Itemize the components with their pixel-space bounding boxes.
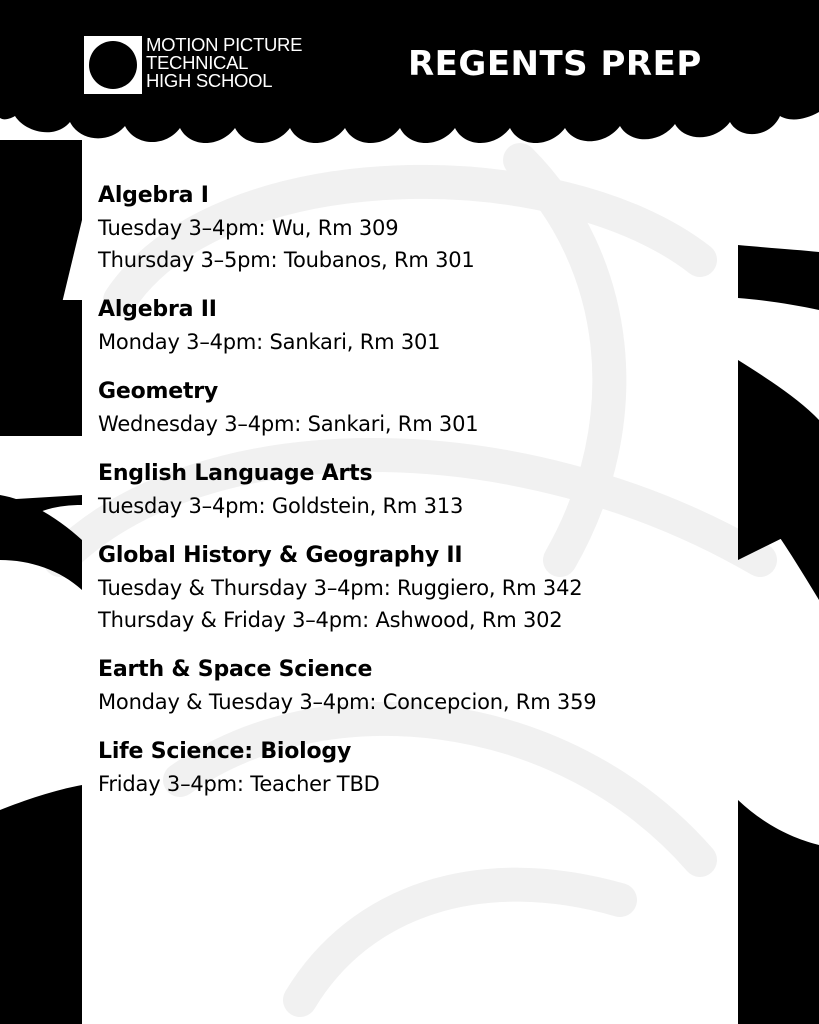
session-line: Friday 3–4pm: Teacher TBD [98,772,380,796]
page-title: REGENTS PREP [408,44,702,84]
subject-section [98,180,738,276]
subject-section [98,736,738,800]
school-name-line: TECHNICAL [146,52,249,73]
session-line: Monday 3–4pm: Sankari, Rm 301 [98,330,441,354]
subject-title: Life Science: Biology [98,739,352,764]
session-line: Tuesday 3–4pm: Wu, Rm 309 [98,216,399,240]
school-logo [84,36,302,94]
subject-title: Global History & Geography II [98,543,463,568]
subject-section [98,458,738,522]
school-name-line: HIGH SCHOOL [146,70,273,91]
subject-title: English Language Arts [98,461,373,486]
session-line: Monday & Tuesday 3–4pm: Concepcion, Rm 359 [98,690,597,714]
subject-title: Algebra I [98,183,209,208]
session-line: Tuesday 3–4pm: Goldstein, Rm 313 [98,494,464,518]
session-line: Tuesday & Thursday 3–4pm: Ruggiero, Rm 342 [98,576,583,600]
subject-section [98,294,738,358]
school-name [146,36,302,90]
schedule-list [98,180,738,818]
session-line: Thursday 3–5pm: Toubanos, Rm 301 [98,248,475,272]
session-line: Thursday & Friday 3–4pm: Ashwood, Rm 302 [98,608,563,632]
logo-circle-icon [84,36,142,94]
subject-section [98,654,738,718]
session-line: Wednesday 3–4pm: Sankari, Rm 301 [98,412,479,436]
subject-section [98,376,738,440]
subject-title: Earth & Space Science [98,657,373,682]
subject-title: Geometry [98,379,219,404]
school-name-line: MOTION PICTURE [146,34,303,55]
subject-section [98,540,738,636]
subject-title: Algebra II [98,297,217,322]
